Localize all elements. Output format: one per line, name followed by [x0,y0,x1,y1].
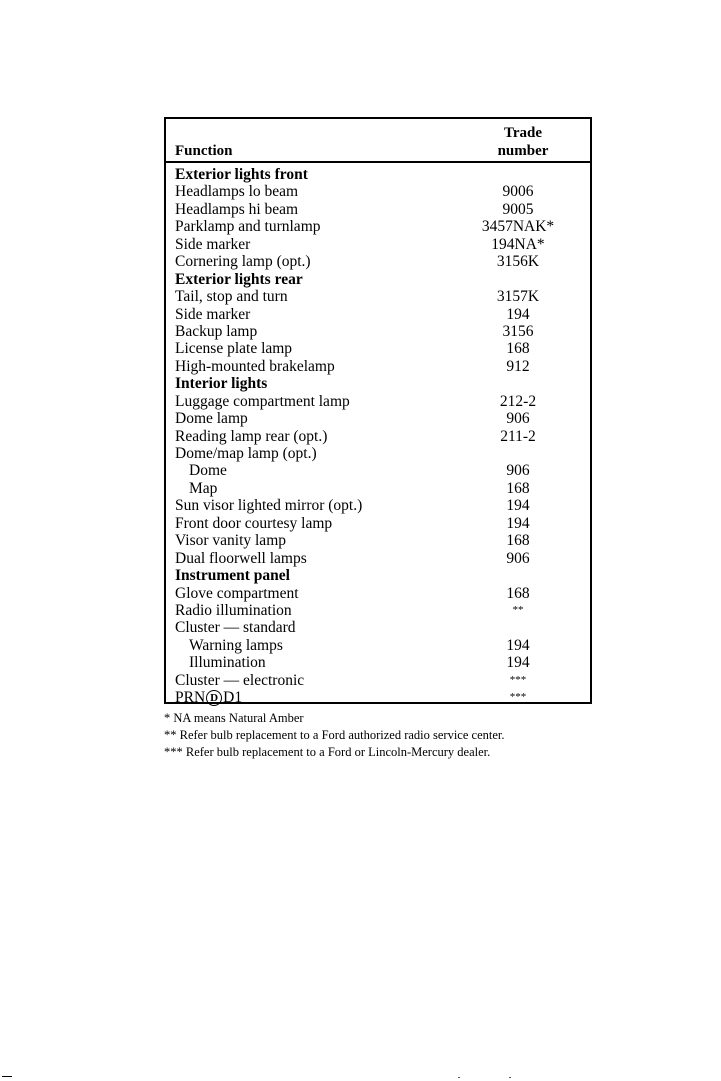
table-row [166,306,590,323]
footnote-dealer: *** Refer bulb replacement to a Ford or Lincoln-Mercury dealer. [164,745,491,759]
footnote-radio-service: ** Refer bulb replacement to a Ford authorized radio service center. [164,728,505,742]
table-row [166,497,590,514]
trade-number: ** [512,603,524,616]
function-label: Headlamps lo beam [175,183,299,201]
trade-number: 912 [506,357,530,375]
table-row [166,515,590,532]
trade-number: 168 [506,584,530,602]
table-row [166,183,590,200]
trade-number: 906 [506,410,530,428]
function-label: Dome [189,462,227,480]
trade-number: 3157K [496,288,540,306]
trade-number: 168 [506,479,530,497]
circled-d-icon: D [206,690,222,706]
table-row [166,428,590,445]
section-heading: Instrument panel [175,567,290,585]
table-row [166,340,590,357]
section-heading: Interior lights [175,375,268,393]
trade-number: *** [509,691,527,704]
page-edge-tick [509,1077,511,1078]
function-label: Reading lamp rear (opt.) [175,427,328,445]
table-row [166,288,590,305]
trade-number: 9005 [502,200,534,218]
function-label: High-mounted brakelamp [175,357,335,375]
function-label: License plate lamp [175,340,293,358]
table-row [166,393,590,410]
function-label: Dual floorwell lamps [175,549,307,567]
trade-header-line1: Trade [503,125,543,141]
function-label: Dome lamp [175,410,248,428]
table-row [166,358,590,375]
table-row [166,637,590,654]
trade-number: 194 [506,654,530,672]
table-row-gear-indicator [166,689,590,706]
trade-number: 211-2 [500,427,536,445]
trade-number: 212-2 [499,392,537,410]
function-label: Side marker [175,235,251,253]
table-row [166,619,590,636]
function-label: Cluster — standard [175,619,296,637]
function-label: Cornering lamp (opt.) [175,253,311,271]
trade-number: 168 [506,532,530,550]
section-heading: Exterior lights rear [175,270,303,288]
function-label: Dome/map lamp (opt.) [175,445,317,462]
page-edge-tick [458,1077,460,1078]
section-heading-row [166,375,590,392]
function-label: Headlamps hi beam [175,200,299,218]
function-label: Radio illumination [175,601,292,619]
trade-number: 3457NAK* [481,218,555,236]
function-label: Illumination [189,654,266,672]
table-row [166,532,590,549]
table-header [166,119,590,163]
table-body [166,163,590,707]
function-label: Warning lamps [189,636,283,654]
table-row [166,236,590,253]
footnotes [164,710,505,761]
page-edge-mark [2,1076,12,1077]
table-row [166,550,590,567]
function-label: Sun visor lighted mirror (opt.) [175,497,363,515]
table-row [166,323,590,340]
trade-number: 194NA* [491,235,545,253]
trade-header-line2: number [497,142,549,159]
function-column-header: Function [175,143,233,159]
bulb-table [164,117,592,707]
section-heading-row [166,567,590,584]
gear-suffix: D1 [223,689,243,707]
trade-number: 3156K [496,253,540,271]
gear-prefix: PRN [175,689,206,707]
trade-number: 906 [506,462,530,480]
trade-number: 3156 [502,322,534,340]
section-heading-row [166,271,590,288]
trade-number-column-header [488,125,558,160]
trade-number: *** [509,673,527,686]
footnote-natural-amber: * NA means Natural Amber [164,711,304,725]
table-row [166,462,590,479]
function-label: Cluster — electronic [175,671,305,689]
section-heading: Exterior lights front [175,166,308,183]
trade-number: 906 [506,549,530,567]
table-row [166,201,590,218]
function-label: Luggage compartment lamp [175,392,350,410]
gear-indicator-label [175,689,242,706]
trade-number: 194 [506,497,530,515]
section-heading-row [166,166,590,183]
function-label: Glove compartment [175,584,299,602]
function-label: Side marker [175,305,251,323]
table-row [166,445,590,462]
table-row [166,410,590,427]
trade-number: 194 [506,636,530,654]
table-row [166,480,590,497]
function-label: Visor vanity lamp [175,532,286,550]
function-label: Parklamp and turnlamp [175,218,321,236]
table-row [166,654,590,671]
table-row [166,585,590,602]
function-label: Tail, stop and turn [175,288,288,306]
trade-number: 168 [506,340,530,358]
table-row [166,602,590,619]
trade-number: 194 [506,514,530,532]
function-label: Map [189,479,218,497]
table-row [166,253,590,270]
trade-number: 194 [506,305,530,323]
function-label: Front door courtesy lamp [175,514,333,532]
table-row [166,672,590,689]
function-label: Backup lamp [175,322,258,340]
trade-number: 9006 [502,183,534,201]
table-row [166,218,590,235]
